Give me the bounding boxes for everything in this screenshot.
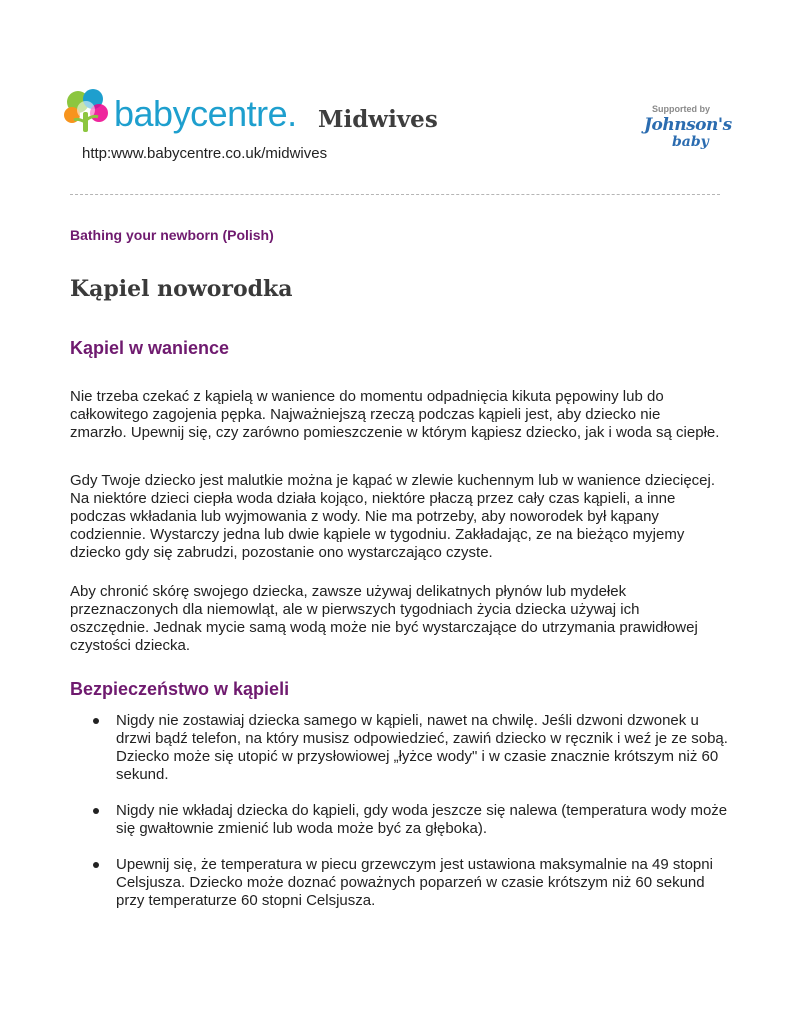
sponsor-label: Supported by <box>652 104 710 114</box>
document-header <box>0 0 791 200</box>
brand-name: babycentre. <box>114 93 297 134</box>
header-divider <box>70 194 720 195</box>
sponsor-sub: baby <box>672 134 709 150</box>
babycentre-tree-logo-icon <box>62 86 110 136</box>
article-topic: Bathing your newborn (Polish) <box>70 227 274 243</box>
paragraph: Aby chronić skórę swojego dziecka, zawsze używaj delikatnych płynów lub mydełek przeznaczonych dla niemowląt, ale w pierwszych tygodniach życia dziecka używaj ich oszczędnie. Jednak mycie samą wodą może nie być wystarczające do utrzymania prawidłowej czystości dziecka. <box>70 583 698 654</box>
list-item-text: Nigdy nie wkładaj dziecka do kąpieli, gdy woda jeszcze się nalewa (temperatura wody może się gwałtownie zmienić lub woda może być za głęboka). <box>116 802 728 837</box>
bullet-icon <box>93 808 99 814</box>
list-item-text: Upewnij się, że temperatura w piecu grzewczym jest ustawiona maksymalnie na 49 stopni Celsjusza. Dziecko może doznać poważnych poparzeń w czasie krótszym niż 60 sekund przy temperaturze 60 stopni Celsjusza. <box>116 856 713 909</box>
paragraph: Nie trzeba czekać z kąpielą w wanience do momentu odpadnięcia kikuta pępowiny lub do całkowitego zagojenia pępka. Najważniejszą rzeczą podczas kąpieli jest, aby dziecko nie zmarzło. Upewnij się, czy zarówno pomieszczenie w którym kąpiesz dziecko, jak i woda są ciepłe. <box>70 388 720 441</box>
list-item-text: Nigdy nie zostawiaj dziecka samego w kąpieli, nawet na chwilę. Jeśli dzwoni dzwonek u drzwi bądź telefon, na który musisz odpowiedzieć, zawiń dziecko w ręcznik i weź je ze sobą. Dziecko może się utopić w przysłowiowej „łyżce wody" i w czasie znacznie krótszym niż 60 sekund. <box>116 712 728 783</box>
website-url: http:www.babycentre.co.uk/midwives <box>82 145 328 162</box>
bullet-icon <box>93 718 99 724</box>
page-title: Kąpiel noworodka <box>70 276 293 302</box>
bullet-icon <box>93 862 99 868</box>
section-heading-bathing: Kąpiel w wanience <box>70 338 230 358</box>
safety-list <box>70 712 730 928</box>
article-body <box>70 226 730 909</box>
list-item <box>70 712 730 784</box>
brand-suffix: Midwives <box>318 106 438 133</box>
list-item <box>70 856 730 910</box>
list-item <box>70 802 730 838</box>
section-heading-safety: Bezpieczeństwo w kąpieli <box>70 679 290 699</box>
sponsor-brand: Johnson's <box>644 115 732 135</box>
sponsor-logo <box>630 100 742 160</box>
paragraph: Gdy Twoje dziecko jest malutkie można je kąpać w zlewie kuchennym lub w wanience dziecięcej. Na niektóre dzieci ciepła woda działa kojąco, niektóre płaczą przez cały czas kąpieli, a inne podczas wkładania lub wyjmowania z wody. Nie ma potrzeby, aby noworodek był kąpany codziennie. Wystarczy jedna lub dwie kąpiele w tygodniu. Zakładając, ze na bieżąco myjemy dziecko gdy się zabrudzi, pozostanie ono wystarczająco czyste. <box>70 472 716 561</box>
